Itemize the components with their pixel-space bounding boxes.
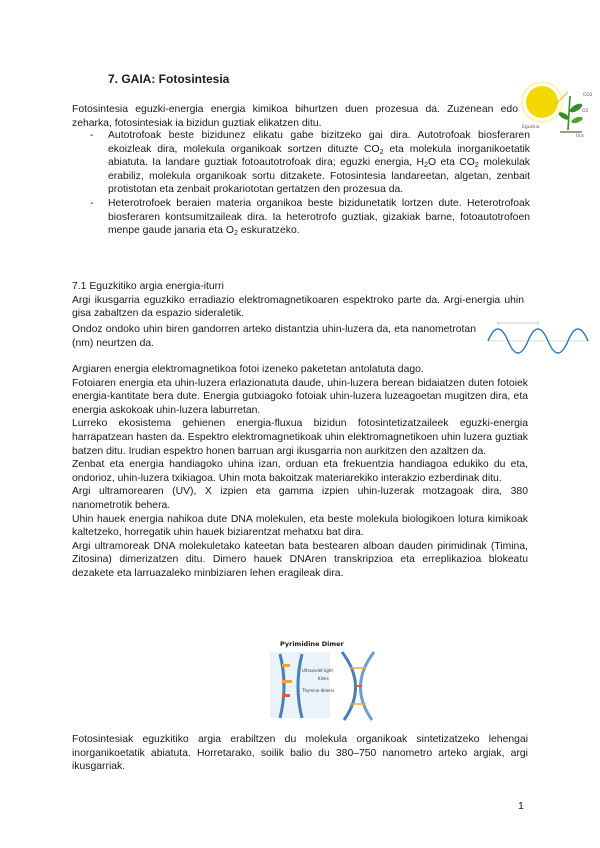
body-paragraph: Zenbat eta energia handiagoko uhina izan, orduan eta frekuentzia handiagoa edukiko du eta, ondorioz, uhin-luzera txikiagoa. Uhin mota bakoitzak materiarekiko interakzio ezberdinak ditu.	[72, 459, 528, 484]
section-heading: 7.1 Eguzkitiko argia energia-iturri	[72, 281, 224, 292]
bullet-dash: -	[90, 130, 94, 141]
pyrimidine-dimer-figure	[252, 640, 402, 722]
page-title: 7. GAIA: Fotosintesia	[108, 72, 230, 86]
body-paragraph: Uhin hauek energia nahikoa dute DNA molekulen, eta beste molekula biologikoen lotura kimikoak kaltetzeko, horregatik uhin hauek biziarentzat mehatxu bat dira.	[72, 513, 528, 539]
bullet-text: Autotrofoak beste bizidunez elikatu gabe bizitzeko gai dira. Autotrofoak biosferaren ekoizleak dira, molekula organikoak sortzen dituzte $CO_2$ eta molekula inorganikoetatik abiatuta. Ia landare guztiak fotoautotrofoak dira; eguzki energia, $H_2O$ eta $CO_2$ molekulak erabiliz, molekula organikoak sortu ditzakete. Fotosintesia landareetan, algetan, zenbait protistotan eta zenbait prokariototan gertatzen den prozesua da.	[108, 130, 530, 196]
wave-diagram	[484, 315, 594, 367]
bullet-heterotrophs	[90, 197, 530, 238]
body-paragraph: Lurreko ekosistema gehienen energia-fluxua bizidun fotosintetizatzaileek eguzki-energia harrapatzean hasten da. Espektro elektromagnetikoak uhin elektromagnetikoen uhin luzera guztiak batzen ditu. Irudian espektro honen barruan argi ikusgarria non aurkitzen den azaltzen da.	[72, 418, 528, 457]
sun-label: Eguzkia	[522, 125, 540, 130]
body-paragraph: Argi ultramoreak DNA molekuletako kateetan bata bestearen alboan dauden pirimidinak (Timina, Zitosina) dimerizatzen ditu. Dimero hauek DNAren transkripzioa eta erreplikazioa blokeatu dezakete eta larruazaleko minbiziaren lehen eragileak dira.	[72, 540, 528, 579]
photosynthesis-illustration	[520, 82, 600, 140]
section-block	[72, 280, 524, 321]
body-paragraphs	[72, 363, 528, 581]
uv-light-label: Ultraviolet light	[302, 668, 333, 673]
water-label: Ura	[576, 134, 584, 139]
final-paragraph: Fotosintesiak eguzkitiko argia erabiltzen du molekula organikoak sintetizatzeko lehengai inorganikoetatik abiatuta. Horretarako, soilik balio du 380–750 nanometro arteko argiak, argi ikusgarriak.	[72, 734, 528, 773]
bullet-text: Heterotrofoek beraien materia organikoa beste bizidunetatik lortzen dute. Heterotrofoak biosferaren kontsumitzaileak dira. Ia heterotrofo guztiak, gizakiak barne, fotoautotrofoen menpe gaude janaria eta $O_2$ eskuratzeko.	[108, 197, 530, 238]
page-number: 1	[518, 800, 524, 812]
bullet-dash: -	[90, 197, 94, 209]
kinks-label: Kinks	[318, 676, 329, 681]
co2-label: CO2	[583, 93, 593, 98]
figure-title: Pyrimidine Dimer	[280, 640, 344, 648]
thymine-label: Thymine dimers	[302, 688, 335, 693]
section-paragraph: Argi ikusgarria eguzkiko erradiazio elektromagnetikoaren espektroko parte da. Argi-energia uhin gisa zabaltzen da espazio sideraletik.	[72, 294, 524, 320]
wavelength-paragraph: Ondoz ondoko uhin biren gandorren arteko distantzia uhin-luzera da, eta nanometrotan (nm) neurtzen da.	[72, 324, 476, 349]
body-paragraph: Fotoiaren energia eta uhin-luzera erlazionatuta daude, uhin-luzera berean bidaiatzen duten fotoiek energia-kantitate bera dute. Energia gutxiagoko fotoiak uhin-luzera luzeagoetan mugitzen dira, eta energia askokoak uhin-luzera laburretan.	[72, 377, 528, 416]
sun-icon	[526, 86, 558, 118]
bullet-autotrophs	[90, 129, 530, 197]
bullet-list	[90, 129, 530, 238]
o2-label: O2	[582, 109, 589, 114]
body-paragraph: Argi ultramorearen (UV), X izpien eta gamma izpien uhin-luzerak motzagoak dira, 380 nanometrotik behera.	[72, 486, 528, 511]
intro-paragraph: Fotosintesia eguzki-energia energia kimikoa bihurtzen duen prozesua da. Zuzenean edo zeharka, fotosintesiak ia bizidun guztiak elikatzen ditu.	[72, 104, 518, 129]
body-paragraph: Argiaren energia elektromagnetikoa fotoi izeneko paketetan antolatuta dago.	[72, 364, 424, 375]
